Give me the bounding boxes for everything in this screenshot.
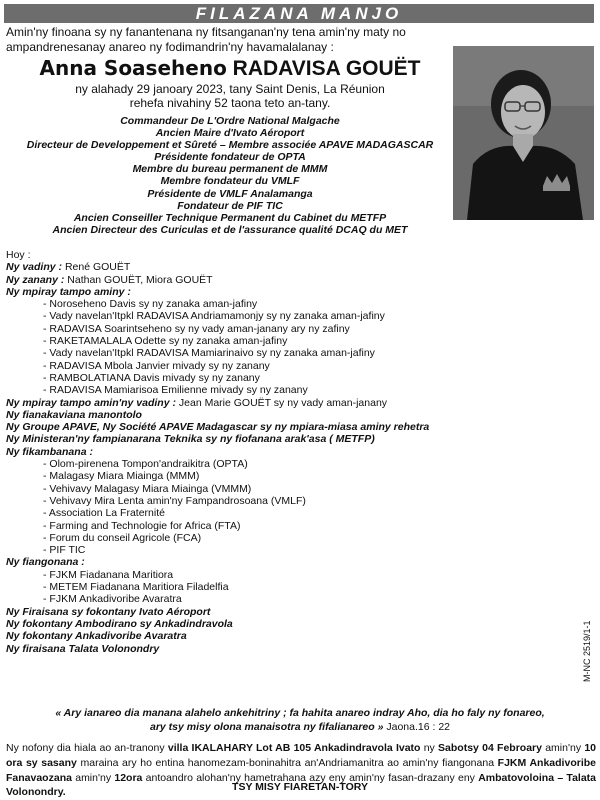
- title-item: Présidente fondateur de OPTA: [154, 151, 306, 164]
- church-item: - METEM Fiadanana Maritiora Filadelfia: [43, 581, 229, 594]
- portrait-illustration: [453, 46, 594, 220]
- quote-line-1: « Ary ianareo dia manana alahelo ankehitriny ; fa hahita anareo indray Aho, dia ho faly ny fonareo,: [55, 707, 545, 719]
- bible-quote: [4, 706, 596, 734]
- deceased-surname: RADAVISA GOUËT: [232, 57, 421, 80]
- title-item: Fondateur de PIF TIC: [177, 199, 283, 212]
- title-item: Directeur de Developpement et Sûreté – Membre associée APAVE MADAGASCAR: [26, 139, 434, 152]
- siblings-label: Ny mpiray tampo aminy :: [6, 285, 131, 298]
- death-date-place: ny alahady 29 janoary 2023, tany Saint Denis, La Réunion: [75, 82, 385, 96]
- spouse-line: [6, 261, 586, 273]
- funeral-text: amin'ny: [71, 771, 115, 784]
- funeral-text: antoandro alohan'ny hametrahana azy eny amin'ny fasan-drazany eny: [142, 771, 479, 784]
- association-item: - Olom-pirenena Tompon'andraikitra (OPTA): [43, 458, 248, 471]
- family-list: [6, 249, 586, 655]
- sibling-item: - RAMBOLATIANA Davis mivady sy ny zanany: [43, 371, 260, 384]
- sibling-item: - RADAVISA Mbola Janvier mivady sy ny zanany: [43, 359, 270, 372]
- sibling-item: - Vady navelan'Itpkl RADAVISA Andriamamonjy sy ny zanaka aman-jafiny: [43, 310, 385, 323]
- quote-text: ary tsy misy olona manaisotra ny fifalianareo »: [150, 721, 384, 733]
- children-value: Nathan GOUËT, Miora GOUËT: [67, 273, 213, 286]
- church-item: - FJKM Ankadivoribe Avaratra: [43, 593, 182, 606]
- association-item: - Forum du conseil Agricole (FCA): [43, 531, 202, 544]
- quote-line-2: [4, 720, 596, 734]
- funeral-text: Ny nofony dia hiala ao an-tranony: [6, 742, 168, 754]
- portrait-photo: [453, 46, 594, 220]
- quote-reference: Jaona.16 : 22: [386, 721, 450, 733]
- association-item: - Vehivavy Malagasy Miara Miainga (VMMM): [43, 482, 252, 495]
- community-line: Ny Firaisana sy fokontany Ivato Aéroport: [6, 605, 211, 618]
- death-age: rehefa nivahiny 52 taona teto an-tany.: [129, 96, 331, 110]
- funeral-church: FJKM Ankadivoribe Fanavaozana: [6, 756, 596, 784]
- title-item: Présidente de VMLF Analamanga: [147, 187, 313, 200]
- sibling-item: - Vady navelan'Itpkl RADAVISA Mamiarinaivo sy ny zanaka aman-jafiny: [43, 347, 375, 360]
- title-item: Ancien Maire d'Ivato Aéroport: [155, 127, 305, 140]
- community-line: Ny fokontany Ankadivoribe Avaratra: [6, 630, 187, 643]
- hoy-label: Hoy :: [6, 249, 31, 261]
- children-label: Ny zanany :: [6, 273, 65, 286]
- association-item: - Association La Fraternité: [43, 507, 165, 520]
- sibling-item: - RAKETAMALALA Odette sy ny zanaka aman-jafiny: [43, 335, 288, 348]
- intro-text: Amin'ny finoana sy ny fanantenana ny fitsanganan'ny tena amin'ny maty no ampandrenesanay anareo ny fodimandrin'ny havamalalanay :: [6, 25, 406, 54]
- sibling-item: - RADAVISA Mamiarisoa Emilienne mivady sy ny zanany: [43, 384, 308, 397]
- spouse-value: René GOUËT: [64, 261, 131, 274]
- association-item: - PIF TIC: [43, 544, 86, 557]
- community-line: Ny fokontany Ambodirano sy Ankadindravola: [6, 617, 233, 630]
- organization-line: Ny Groupe APAVE, Ny Société APAVE Madagascar sy ny mpiara-miasa aminy rehetra: [6, 421, 430, 434]
- churches-label: Ny fiangonana :: [6, 556, 85, 569]
- funeral-text: amin'ny: [541, 742, 585, 754]
- association-item: - Malagasy Miara Miainga (MMM): [43, 470, 200, 483]
- funeral-text: ny: [420, 742, 439, 754]
- title-item: Ancien Directeur des Curiculas et de l'assurance qualité DCAQ du MET: [52, 223, 408, 236]
- associations-label: Ny fikambanana :: [6, 445, 93, 458]
- association-item: - Vehivavy Mira Lenta amin'ny Fampandrosoana (VMLF): [43, 494, 306, 507]
- reference-code: M-NC 2519/1-1: [582, 620, 592, 682]
- notice-banner: FILAZANA MANJO: [4, 4, 594, 23]
- sibling-item: - RADAVISA Soarintseheno sy ny vady aman-janany ary ny zafiny: [43, 322, 350, 335]
- spouse-siblings-value: Jean Marie GOUËT sy ny vady aman-janany: [178, 396, 388, 409]
- sibling-item: - Noroseheno Davis sy ny zanaka aman-jafiny: [43, 298, 258, 311]
- association-item: - Farming and Technologie for Africa (FTA): [43, 519, 241, 532]
- children-line: [6, 274, 586, 286]
- spouse-label: Ny vadiny :: [6, 261, 63, 274]
- title-item: Membre fondateur du VMLF: [160, 175, 300, 188]
- funeral-time: 10 ora sy sasany: [6, 742, 596, 769]
- title-item: Commandeur De L'Ordre National Malgache: [120, 115, 340, 127]
- burial-place: Ambatovoloina – Talata Volonondry.: [6, 771, 597, 799]
- organization-line: Ny fianakaviana manontolo: [6, 408, 142, 421]
- title-item: Ancien Conseiller Technique Permanent du Cabinet du METFP: [73, 211, 387, 224]
- funeral-date: Sabotsy 04 Febroary: [438, 742, 542, 754]
- spouse-siblings-label: Ny mpiray tampo amin'ny vadiny :: [6, 396, 176, 409]
- deceased-given-names: Anna Soaseheno: [39, 56, 227, 80]
- service-time: 12ora: [114, 771, 143, 784]
- title-item: Membre du bureau permanent de MMM: [132, 163, 328, 176]
- deceased-name: [4, 57, 456, 80]
- organization-line: Ny Ministeran'ny fampianarana Teknika sy ny fiofanana arak'asa ( METFP): [6, 433, 375, 446]
- titles-list: [4, 115, 456, 236]
- church-item: - FJKM Fiadanana Maritiora: [43, 568, 174, 581]
- community-line: Ny firaisana Talata Volonondry: [6, 642, 160, 655]
- death-details: [4, 82, 456, 110]
- funeral-text: maraina ary ho entina hanomezam-boninahitra an'Andriamanitra ao amin'ny fiangonana: [76, 756, 498, 769]
- closing-note: TSY MISY FIARETAN-TORY: [232, 781, 368, 793]
- spouse-siblings-line: [6, 397, 586, 409]
- funeral-address: villa IKALAHARY Lot AB 105 Ankadindravola Ivato: [167, 742, 421, 754]
